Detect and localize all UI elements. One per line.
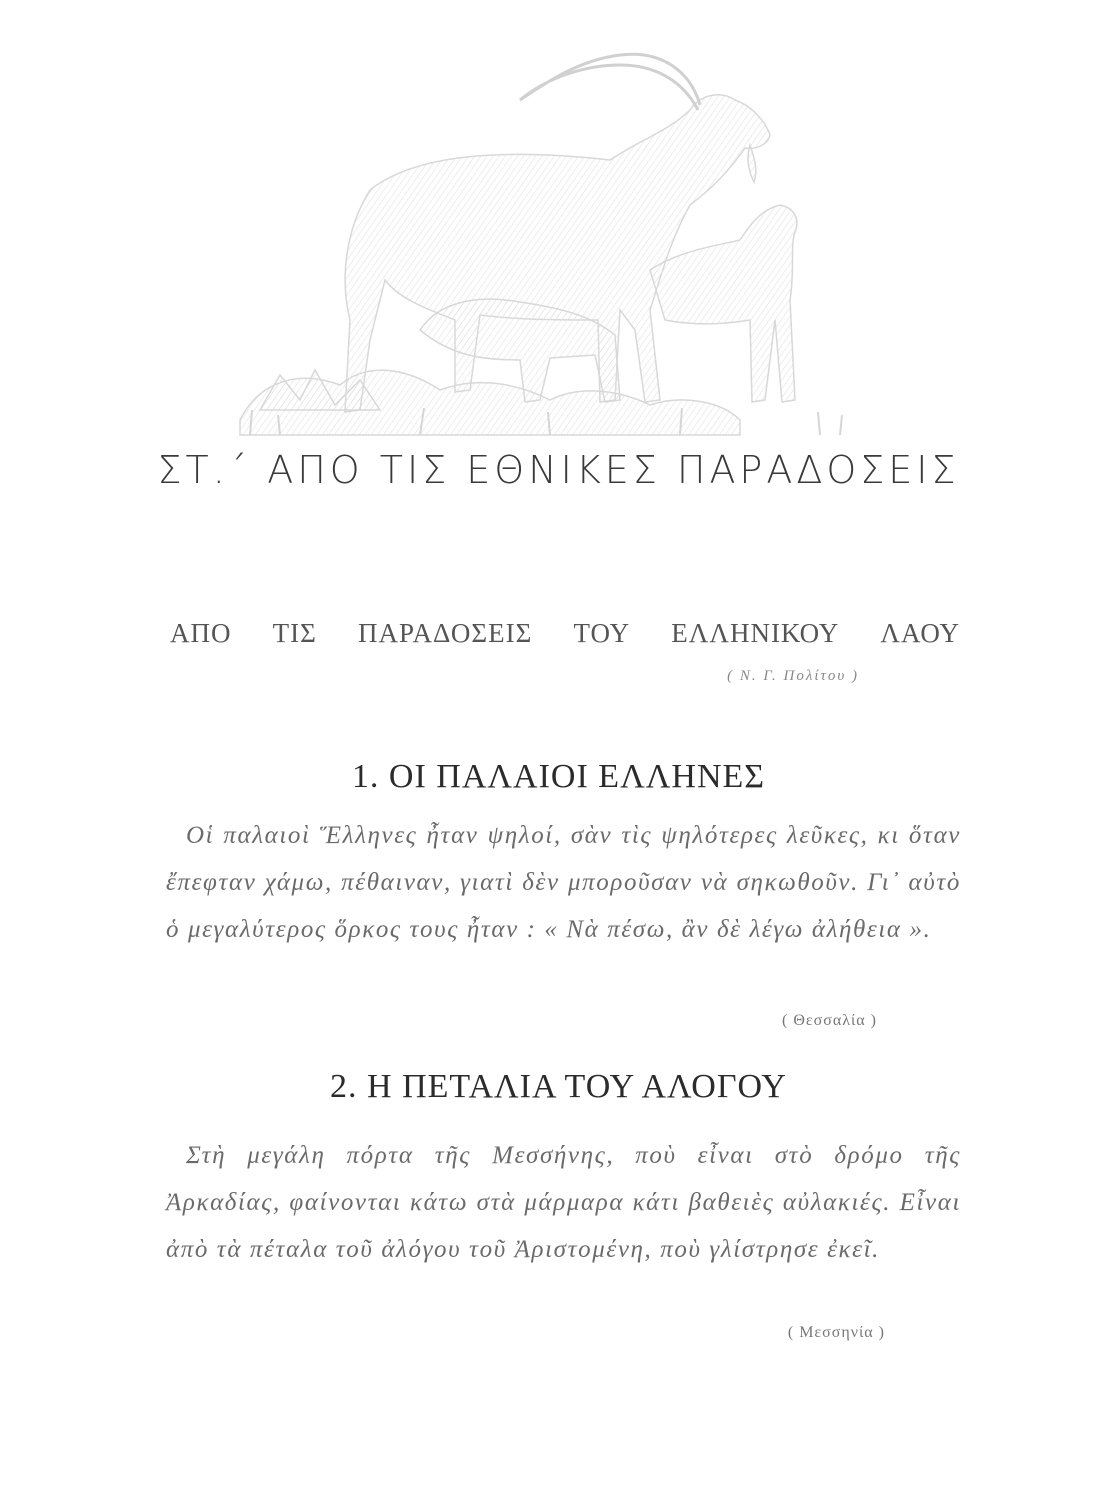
author-credit: ( Ν. Γ. Πολίτου ) (727, 668, 859, 684)
document-title (170, 618, 960, 649)
goats-on-rocks-icon (220, 40, 860, 460)
story-region: ( Μεσσηνία ) (787, 1324, 885, 1341)
goat-illustration (220, 40, 860, 460)
title-word: ΠΑΡΑΔΟΣΕΙΣ (357, 618, 533, 648)
title-word: ΑΠΟ (170, 618, 232, 648)
story-title: 2. Η ΠΕΤΑΛΙΑ ΤΟΥ ΑΛΟΓΟΥ (330, 1068, 787, 1105)
section-heading: ΣΤ.΄ ΑΠΟ ΤΙΣ ΕΘΝΙΚΕΣ ΠΑΡΑΔΟΣΕΙΣ (157, 448, 960, 492)
story-body: Στὴ μεγάλη πόρτα τῆς Μεσσήνης, ποὺ εἶναι στὸ δρόμο τῆς Ἀρκαδίας, φαίνονται κάτω στὰ μάρμαρα κάτι βαθειὲς αὐλακιές. Εἶναι ἀπὸ τὰ πέταλα τοῦ ἀλόγου τοῦ Ἀριστομένη, ποὺ γλίστρησε ἐκεῖ. (166, 1142, 961, 1263)
story-body: Οἱ παλαιοὶ Ἕλληνες ἦταν ψηλοί, σὰν τὶς ψηλότερες λεῦκες, κι ὅταν ἔπεφταν χάμω, πέθαιναν, γιατὶ δὲν μποροῦσαν νὰ σηκωθοῦν. Γι᾽ αὐτὸ ὁ μεγαλύτερος ὅρκος τους ἦταν : « Νὰ πέσω, ἂν δὲ λέγω ἀλήθεια ». (166, 822, 961, 943)
title-word: ΕΛΛΗΝΙΚΟΥ (671, 618, 840, 648)
title-word: ΤΙΣ (272, 618, 317, 648)
title-word: ΛΑΟΥ (880, 618, 960, 648)
title-word: ΤΟΥ (573, 618, 631, 648)
story-region: ( Θεσσαλία ) (781, 1012, 877, 1029)
story-title: 1. ΟΙ ΠΑΛΑΙΟΙ ΕΛΛΗΝΕΣ (351, 758, 766, 795)
